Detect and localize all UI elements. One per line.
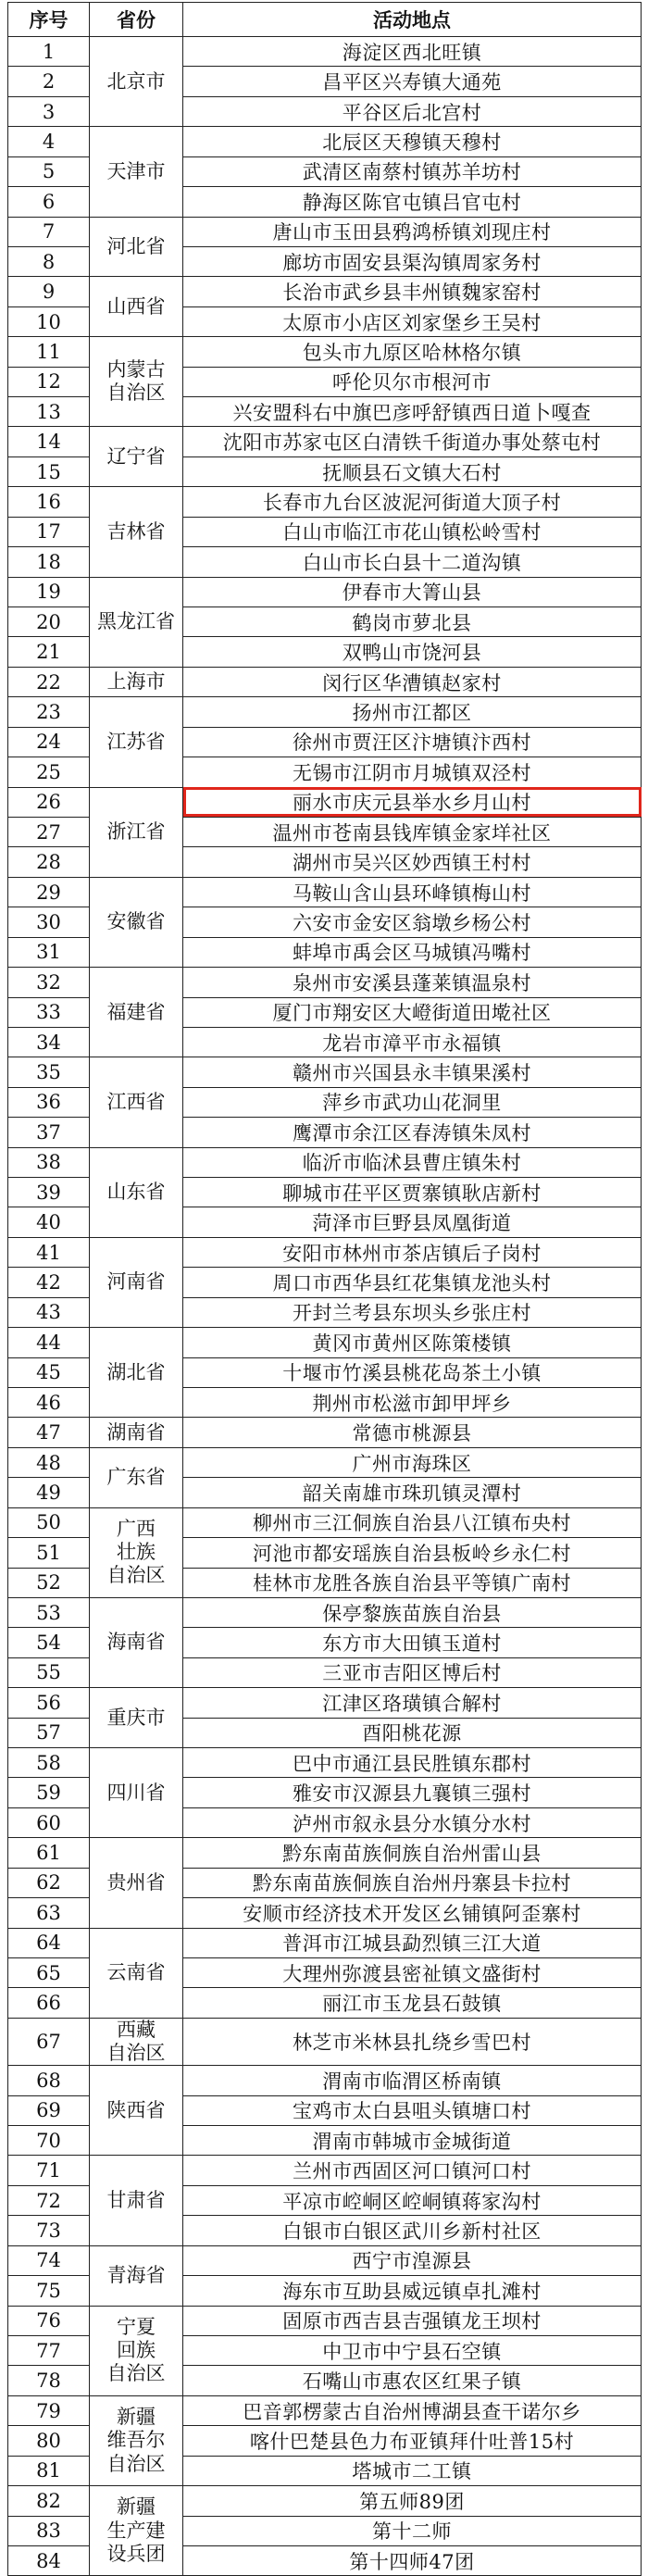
activity-location-cell: 广州市海珠区 <box>183 1447 642 1477</box>
row-serial-number: 81 <box>8 2456 90 2485</box>
row-serial-number: 16 <box>8 487 90 517</box>
table-row <box>8 1838 642 1868</box>
province-cell: 重庆市 <box>90 1688 183 1748</box>
activity-location-cell: 海淀区西北旺镇 <box>183 37 642 67</box>
row-serial-number: 39 <box>8 1178 90 1207</box>
activity-location-cell: 徐州市贾汪区汴塘镇汴西村 <box>183 727 642 757</box>
activity-location-cell: 鹰潭市余江区春涛镇朱凤村 <box>183 1118 642 1147</box>
row-serial-number: 3 <box>8 96 90 126</box>
province-cell: 浙江省 <box>90 787 183 877</box>
row-serial-number: 20 <box>8 607 90 637</box>
row-serial-number: 55 <box>8 1657 90 1687</box>
activity-location-cell: 喀什巴楚县色力布亚镇拜什吐普15村 <box>183 2426 642 2456</box>
activity-location-cell: 十堰市竹溪县桃花岛茶土小镇 <box>183 1357 642 1387</box>
province-cell: 湖北省 <box>90 1328 183 1418</box>
activity-location-cell: 白山市长白县十二道沟镇 <box>183 547 642 577</box>
header-serial-number: 序号 <box>8 3 90 37</box>
row-serial-number: 80 <box>8 2426 90 2456</box>
row-serial-number: 74 <box>8 2245 90 2275</box>
activity-location-cell: 萍乡市武功山花洞里 <box>183 1087 642 1117</box>
activity-location-cell: 平凉市崆峒区崆峒镇蒋家沟村 <box>183 2185 642 2215</box>
activity-location-cell: 唐山市玉田县鸦鸿桥镇刘现庄村 <box>183 217 642 246</box>
row-serial-number: 63 <box>8 1898 90 1928</box>
activity-location-cell: 江津区珞璜镇合解村 <box>183 1688 642 1718</box>
row-serial-number: 9 <box>8 277 90 306</box>
activity-location-cell: 静海区陈官屯镇吕官屯村 <box>183 187 642 217</box>
activity-location-cell: 六安市金安区翁墩乡杨公村 <box>183 907 642 937</box>
province-cell: 四川省 <box>90 1748 183 1838</box>
activity-location-cell: 普洱市江城县勐烈镇三江大道 <box>183 1928 642 1957</box>
activity-location-cell: 赣州市兴国县永丰镇果溪村 <box>183 1057 642 1087</box>
activity-location-cell: 常德市桃源县 <box>183 1418 642 1447</box>
row-serial-number: 76 <box>8 2306 90 2335</box>
table-row <box>8 877 642 907</box>
activity-location-cell: 蚌埠市禹会区马城镇冯嘴村 <box>183 937 642 967</box>
table-row <box>8 2156 642 2185</box>
row-serial-number: 44 <box>8 1328 90 1357</box>
province-cell: 海南省 <box>90 1597 183 1687</box>
row-serial-number: 72 <box>8 2185 90 2215</box>
activity-location-cell: 聊城市茌平区贾寨镇耿店新村 <box>183 1178 642 1207</box>
header-province: 省份 <box>90 3 183 37</box>
activity-location-cell: 周口市西华县红花集镇龙池头村 <box>183 1268 642 1297</box>
activity-location-cell: 沈阳市苏家屯区白清铁千街道办事处蔡屯村 <box>183 427 642 456</box>
activity-location-cell: 抚顺县石文镇大石村 <box>183 456 642 486</box>
table-row <box>8 277 642 306</box>
province-cell: 广东省 <box>90 1447 183 1507</box>
province-cell: 宁夏 回族 自治区 <box>90 2306 183 2395</box>
row-serial-number: 25 <box>8 757 90 787</box>
row-serial-number: 10 <box>8 306 90 336</box>
table-row <box>8 2018 642 2065</box>
table-row <box>8 487 642 517</box>
activity-location-cell: 宝鸡市太白县咀头镇塘口村 <box>183 2095 642 2125</box>
activity-location-cell: 龙岩市漳平市永福镇 <box>183 1027 642 1057</box>
row-serial-number: 13 <box>8 397 90 427</box>
row-serial-number: 28 <box>8 847 90 877</box>
activity-location-cell: 白银市白银区武川乡新村社区 <box>183 2216 642 2245</box>
table-row <box>8 667 642 696</box>
row-serial-number: 40 <box>8 1207 90 1237</box>
province-cell: 新疆 生产建 设兵团 <box>90 2486 183 2576</box>
activity-location-cell: 无锡市江阴市月城镇双泾村 <box>183 757 642 787</box>
table-row <box>8 2245 642 2275</box>
activity-location-cell: 保亭黎族苗族自治县 <box>183 1597 642 1627</box>
row-serial-number: 26 <box>8 787 90 817</box>
activity-location-cell: 昌平区兴寿镇大通苑 <box>183 67 642 96</box>
activity-location-cell: 泸州市叙永县分水镇分水村 <box>183 1807 642 1837</box>
province-cell: 江苏省 <box>90 697 183 787</box>
row-serial-number: 64 <box>8 1928 90 1957</box>
row-serial-number: 22 <box>8 667 90 696</box>
activity-location-cell: 安顺市经济技术开发区幺铺镇阿歪寨村 <box>183 1898 642 1928</box>
row-serial-number: 32 <box>8 968 90 997</box>
province-cell: 河南省 <box>90 1237 183 1327</box>
activity-location-cell: 长治市武乡县丰州镇魏家窑村 <box>183 277 642 306</box>
province-cell: 山西省 <box>90 277 183 337</box>
province-cell: 湖南省 <box>90 1418 183 1447</box>
activity-location-cell: 酉阳桃花源 <box>183 1718 642 1747</box>
activity-location-cell: 韶关南雄市珠玑镇灵潭村 <box>183 1478 642 1507</box>
activity-location-cell: 包头市九原区哈林格尔镇 <box>183 337 642 367</box>
activity-location-cell: 安阳市林州市茶店镇后子岗村 <box>183 1237 642 1267</box>
header-activity-location: 活动地点 <box>183 3 642 37</box>
row-serial-number: 83 <box>8 2516 90 2545</box>
row-serial-number: 47 <box>8 1418 90 1447</box>
row-serial-number: 4 <box>8 127 90 156</box>
province-cell: 新疆 维吾尔 自治区 <box>90 2395 183 2485</box>
province-cell: 云南省 <box>90 1928 183 2018</box>
row-serial-number: 73 <box>8 2216 90 2245</box>
row-serial-number: 68 <box>8 2066 90 2095</box>
activity-location-cell: 闵行区华漕镇赵家村 <box>183 667 642 696</box>
row-serial-number: 46 <box>8 1387 90 1417</box>
table-row <box>8 577 642 606</box>
activity-location-cell: 温州市苍南县钱库镇金家垟社区 <box>183 817 642 846</box>
row-serial-number: 65 <box>8 1958 90 1988</box>
row-serial-number: 15 <box>8 456 90 486</box>
table-row <box>8 2066 642 2095</box>
activity-location-cell: 固原市西吉县吉强镇龙王坝村 <box>183 2306 642 2335</box>
province-cell: 福建省 <box>90 968 183 1057</box>
activity-location-cell: 西宁市湟源县 <box>183 2245 642 2275</box>
table-header-row <box>8 3 642 37</box>
row-serial-number: 33 <box>8 997 90 1027</box>
activity-location-cell: 巴音郭楞蒙古自治州博湖县查干诺尔乡 <box>183 2395 642 2425</box>
province-cell: 天津市 <box>90 127 183 217</box>
row-serial-number: 79 <box>8 2395 90 2425</box>
activity-location-cell: 武清区南蔡村镇苏羊坊村 <box>183 156 642 186</box>
table-row <box>8 2395 642 2425</box>
row-serial-number: 7 <box>8 217 90 246</box>
activity-location-cell: 海东市互助县威远镇卓扎滩村 <box>183 2276 642 2306</box>
row-serial-number: 66 <box>8 1988 90 2018</box>
row-serial-number: 19 <box>8 577 90 606</box>
activity-location-cell: 扬州市江都区 <box>183 697 642 727</box>
row-serial-number: 35 <box>8 1057 90 1087</box>
row-serial-number: 36 <box>8 1087 90 1117</box>
province-cell: 北京市 <box>90 37 183 127</box>
row-serial-number: 8 <box>8 246 90 276</box>
activity-location-cell: 塔城市二工镇 <box>183 2456 642 2485</box>
activity-location-cell: 呼伦贝尔市根河市 <box>183 367 642 396</box>
row-serial-number: 21 <box>8 637 90 667</box>
province-cell: 河北省 <box>90 217 183 277</box>
province-cell: 安徽省 <box>90 877 183 967</box>
row-serial-number: 75 <box>8 2276 90 2306</box>
table-row <box>8 1597 642 1627</box>
row-serial-number: 12 <box>8 367 90 396</box>
province-cell: 辽宁省 <box>90 427 183 487</box>
row-serial-number: 42 <box>8 1268 90 1297</box>
row-serial-number: 5 <box>8 156 90 186</box>
table-row <box>8 1507 642 1537</box>
table-row <box>8 37 642 67</box>
activity-location-cell: 桂林市龙胜各族自治县平等镇广南村 <box>183 1568 642 1597</box>
province-cell: 广西 壮族 自治区 <box>90 1507 183 1597</box>
row-serial-number: 62 <box>8 1868 90 1897</box>
activity-location-cell: 鹤岗市萝北县 <box>183 607 642 637</box>
table-row <box>8 1928 642 1957</box>
province-cell: 内蒙古 自治区 <box>90 337 183 427</box>
row-serial-number: 45 <box>8 1357 90 1387</box>
row-serial-number: 43 <box>8 1297 90 1327</box>
row-serial-number: 77 <box>8 2336 90 2366</box>
activity-location-cell: 雅安市汉源县九襄镇三强村 <box>183 1778 642 1807</box>
row-serial-number: 54 <box>8 1628 90 1657</box>
table-row <box>8 217 642 246</box>
activity-location-cell: 第五师89团 <box>183 2486 642 2516</box>
row-serial-number: 60 <box>8 1807 90 1837</box>
province-cell: 青海省 <box>90 2245 183 2306</box>
table-row <box>8 1057 642 1087</box>
row-serial-number: 17 <box>8 517 90 546</box>
highlighted-location-cell: 丽水市庆元县举水乡月山村 <box>183 787 642 817</box>
activity-location-cell: 长春市九台区波泥河街道大顶子村 <box>183 487 642 517</box>
activity-location-cell: 厦门市翔安区大嶝街道田墘社区 <box>183 997 642 1027</box>
table-row <box>8 2306 642 2335</box>
activity-location-cell: 白山市临江市花山镇松岭雪村 <box>183 517 642 546</box>
activity-location-cell: 兴安盟科右中旗巴彦呼舒镇西日道卜嘎查 <box>183 397 642 427</box>
activity-location-cell: 巴中市通江县民胜镇东郡村 <box>183 1748 642 1778</box>
activity-location-cell: 渭南市韩城市金城街道 <box>183 2126 642 2156</box>
table-row <box>8 1418 642 1447</box>
row-serial-number: 34 <box>8 1027 90 1057</box>
activity-location-cell: 荆州市松滋市卸甲坪乡 <box>183 1387 642 1417</box>
province-cell: 江西省 <box>90 1057 183 1147</box>
activity-location-cell: 柳州市三江侗族自治县八江镇布央村 <box>183 1507 642 1537</box>
row-serial-number: 38 <box>8 1147 90 1177</box>
row-serial-number: 27 <box>8 817 90 846</box>
activity-location-cell: 双鸭山市饶河县 <box>183 637 642 667</box>
row-serial-number: 56 <box>8 1688 90 1718</box>
table-row <box>8 427 642 456</box>
row-serial-number: 70 <box>8 2126 90 2156</box>
activity-location-cell: 菏泽市巨野县凤凰街道 <box>183 1207 642 1237</box>
activity-location-cell: 河池市都安瑶族自治县板岭乡永仁村 <box>183 1538 642 1568</box>
activity-location-cell: 廊坊市固安县渠沟镇周家务村 <box>183 246 642 276</box>
activity-location-cell: 黔东南苗族侗族自治州丹寨县卡拉村 <box>183 1868 642 1897</box>
row-serial-number: 78 <box>8 2366 90 2395</box>
activity-location-cell: 东方市大田镇玉道村 <box>183 1628 642 1657</box>
table-row <box>8 1447 642 1477</box>
row-serial-number: 48 <box>8 1447 90 1477</box>
row-serial-number: 37 <box>8 1118 90 1147</box>
province-cell: 上海市 <box>90 667 183 696</box>
row-serial-number: 24 <box>8 727 90 757</box>
activity-location-cell: 第十四师47团 <box>183 2545 642 2575</box>
activity-location-cell: 黔东南苗族侗族自治州雷山县 <box>183 1838 642 1868</box>
activity-location-cell: 平谷区后北宫村 <box>183 96 642 126</box>
row-serial-number: 6 <box>8 187 90 217</box>
table-row <box>8 1237 642 1267</box>
activity-location-cell: 伊春市大箐山县 <box>183 577 642 606</box>
activity-location-cell: 中卫市中宁县石空镇 <box>183 2336 642 2366</box>
row-serial-number: 29 <box>8 877 90 907</box>
province-cell: 黑龙江省 <box>90 577 183 667</box>
activity-location-cell: 三亚市吉阳区博后村 <box>183 1657 642 1687</box>
row-serial-number: 23 <box>8 697 90 727</box>
table-row <box>8 337 642 367</box>
row-serial-number: 30 <box>8 907 90 937</box>
row-serial-number: 82 <box>8 2486 90 2516</box>
row-serial-number: 18 <box>8 547 90 577</box>
activity-location-cell: 渭南市临渭区桥南镇 <box>183 2066 642 2095</box>
row-serial-number: 84 <box>8 2545 90 2575</box>
row-serial-number: 57 <box>8 1718 90 1747</box>
table-row <box>8 1688 642 1718</box>
activity-location-cell: 开封兰考县东坝头乡张庄村 <box>183 1297 642 1327</box>
row-serial-number: 51 <box>8 1538 90 1568</box>
row-serial-number: 69 <box>8 2095 90 2125</box>
table-row <box>8 787 642 817</box>
row-serial-number: 2 <box>8 67 90 96</box>
table-row <box>8 1748 642 1778</box>
province-cell: 甘肃省 <box>90 2156 183 2245</box>
row-serial-number: 1 <box>8 37 90 67</box>
row-serial-number: 31 <box>8 937 90 967</box>
row-serial-number: 14 <box>8 427 90 456</box>
table-row <box>8 2486 642 2516</box>
row-serial-number: 53 <box>8 1597 90 1627</box>
row-serial-number: 50 <box>8 1507 90 1537</box>
activity-location-cell: 第十二师 <box>183 2516 642 2545</box>
row-serial-number: 61 <box>8 1838 90 1868</box>
row-serial-number: 41 <box>8 1237 90 1267</box>
activity-location-cell: 泉州市安溪县蓬莱镇温泉村 <box>183 968 642 997</box>
activity-location-cell: 黄冈市黄州区陈策楼镇 <box>183 1328 642 1357</box>
table-row <box>8 968 642 997</box>
table-row <box>8 127 642 156</box>
province-cell: 西藏 自治区 <box>90 2018 183 2065</box>
table-row <box>8 1147 642 1177</box>
table-row <box>8 697 642 727</box>
activity-location-cell: 大理州弥渡县密祉镇文盛街村 <box>183 1958 642 1988</box>
activity-location-cell: 太原市小店区刘家堡乡王吴村 <box>183 306 642 336</box>
row-serial-number: 49 <box>8 1478 90 1507</box>
province-cell: 贵州省 <box>90 1838 183 1928</box>
row-serial-number: 67 <box>8 2018 90 2065</box>
row-serial-number: 52 <box>8 1568 90 1597</box>
row-serial-number: 59 <box>8 1778 90 1807</box>
province-cell: 陕西省 <box>90 2066 183 2156</box>
activity-location-cell: 湖州市吴兴区妙西镇王村村 <box>183 847 642 877</box>
province-cell: 吉林省 <box>90 487 183 577</box>
activity-location-cell: 临沂市临沭县曹庄镇朱村 <box>183 1147 642 1177</box>
activity-location-cell: 石嘴山市惠农区红果子镇 <box>183 2366 642 2395</box>
activity-location-cell: 马鞍山含山县环峰镇梅山村 <box>183 877 642 907</box>
activity-location-cell: 北辰区天穆镇天穆村 <box>183 127 642 156</box>
table-body <box>8 37 642 2576</box>
activity-location-cell: 兰州市西固区河口镇河口村 <box>183 2156 642 2185</box>
activity-location-cell: 林芝市米林县扎绕乡雪巴村 <box>183 2018 642 2065</box>
row-serial-number: 71 <box>8 2156 90 2185</box>
table-row <box>8 1328 642 1357</box>
activity-location-table <box>7 2 642 2576</box>
activity-location-cell: 丽江市玉龙县石鼓镇 <box>183 1988 642 2018</box>
province-cell: 山东省 <box>90 1147 183 1237</box>
row-serial-number: 11 <box>8 337 90 367</box>
row-serial-number: 58 <box>8 1748 90 1778</box>
